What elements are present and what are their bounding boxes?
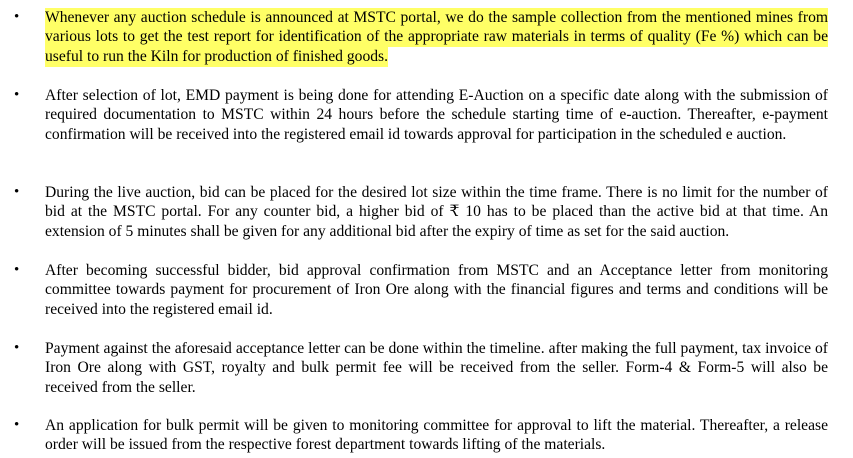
paragraph-text: Payment against the aforesaid acceptance letter can be done within the timeline. after making the full payment, tax invoice of Iron Ore along with GST, royalty and bulk permit fee will be received from the seller. Form-4 & Form-5 will also be received from the seller.: [45, 340, 828, 396]
paragraph-text: After selection of lot, EMD payment is being done for attending E-Auction on a specific date along with the submission of required documentation to MSTC within 24 hours before the schedule starting time of e-auction. Thereafter, e-payment confirmation will be received into the registered email id towards approval for participation in the scheduled e auction.: [45, 87, 828, 143]
bullet-icon: •: [14, 87, 20, 103]
bullet-icon: •: [14, 184, 20, 200]
bullet-icon: •: [14, 417, 20, 433]
bullet-icon: •: [14, 262, 20, 278]
paragraph-text: During the live auction, bid can be placed for the desired lot size within the time frame. There is no limit for the number of bid at the MSTC portal. For any counter bid, a higher bid of ₹ 10 has to be placed than the active bid at that time. An extension of 5 minutes shall be given for any additional bid after the expiry of time as set for the said auction.: [45, 184, 828, 240]
paragraph-text: [45, 8, 828, 66]
bullet-icon: •: [14, 340, 20, 356]
bullet-icon: •: [14, 9, 20, 25]
paragraph-text: After becoming successful bidder, bid approval confirmation from MSTC and an Acceptance letter from monitoring committee towards payment for procurement of Iron Ore along with the financial figures and terms and conditions will be received into the registered email id.: [45, 262, 828, 318]
highlighted-text: Whenever any auction schedule is announced at MSTC portal, we do the sample collection from the mentioned mines from various lots to get the test report for identification of the appropriate raw materials in terms of quality (Fe %) which can be useful to run the Kiln for production of finished goods.: [45, 9, 828, 65]
paragraph-text: An application for bulk permit will be given to monitoring committee for approval to lift the material. Thereafter, a release order will be issued from the respective forest department towards lifting of the materials.: [45, 417, 828, 454]
